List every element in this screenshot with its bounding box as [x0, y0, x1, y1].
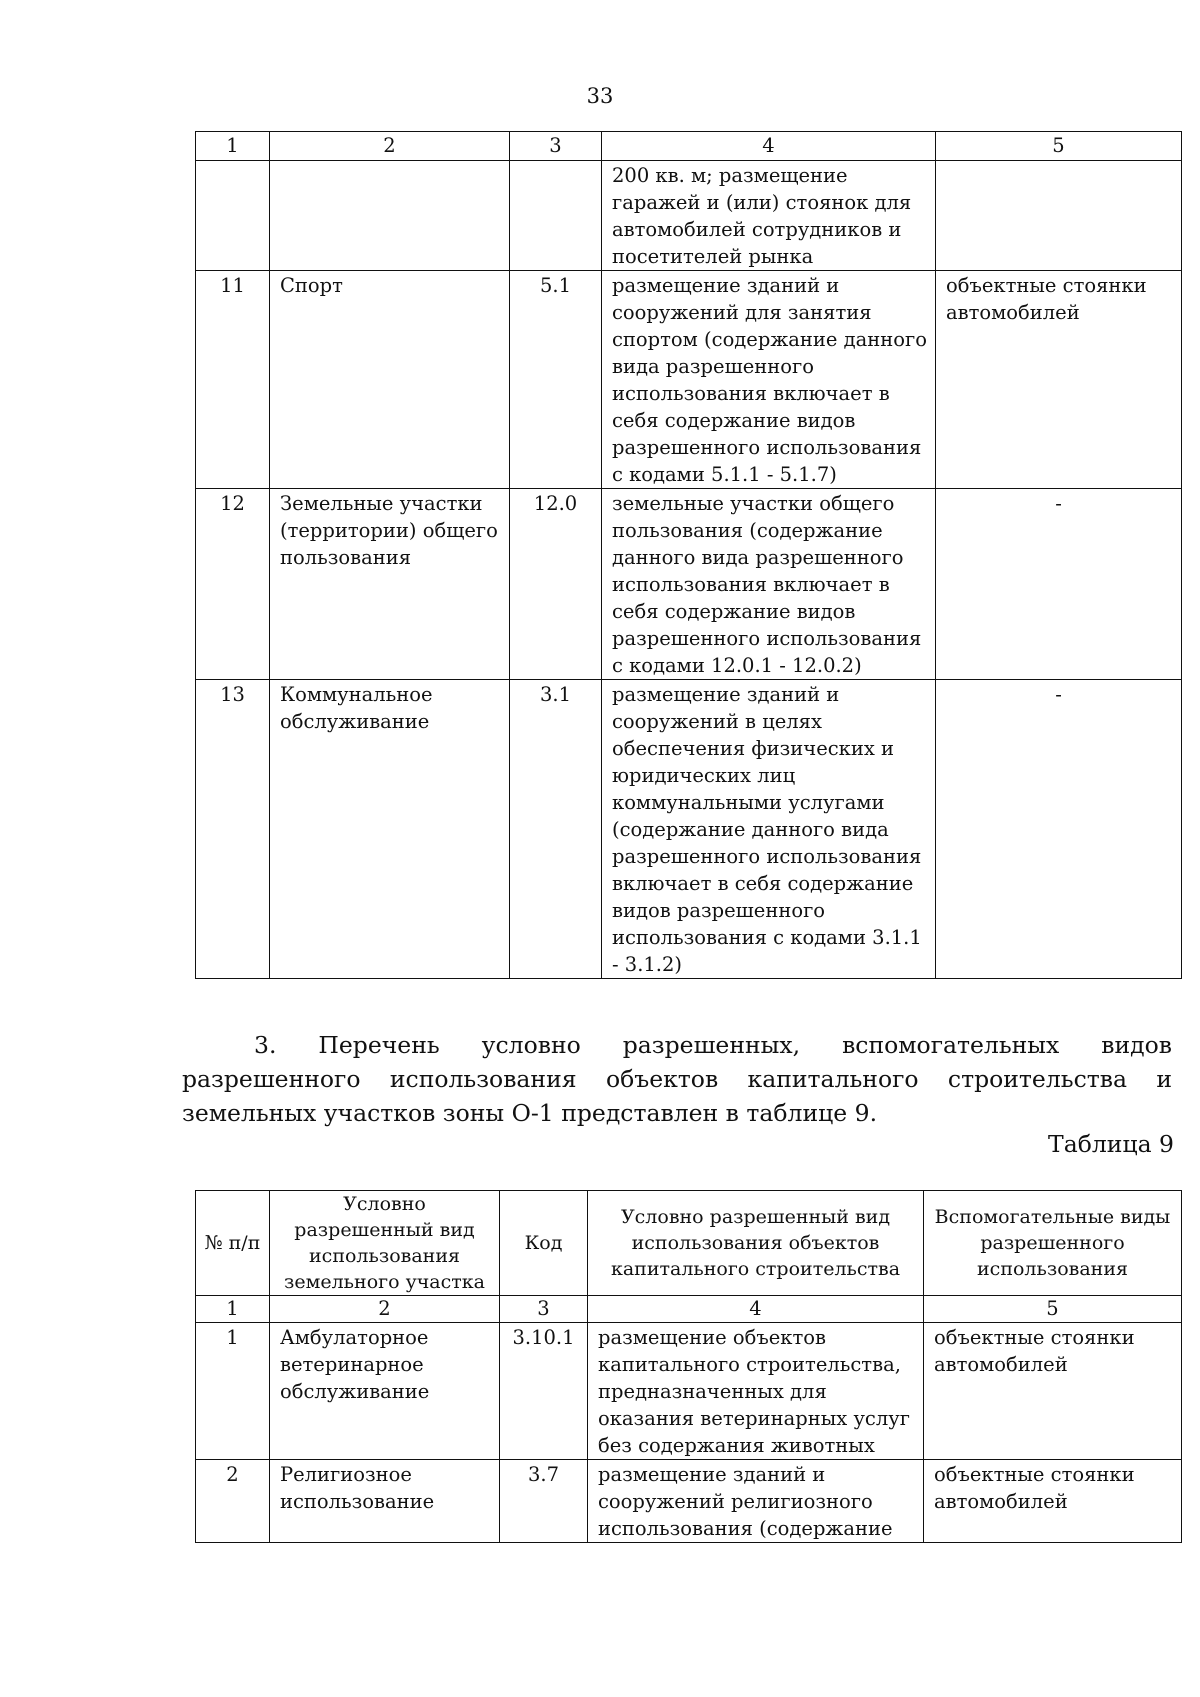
- column-number: 1: [196, 1296, 270, 1323]
- use-name: Религиозное использование: [270, 1460, 500, 1543]
- use-name: Земельные участки (территории) общего пользования: [270, 489, 510, 680]
- auxiliary-use: -: [936, 489, 1182, 680]
- use-code: 3.10.1: [500, 1323, 588, 1460]
- column-number-row: [196, 1296, 1182, 1323]
- use-description: размещение зданий и сооружений для занятия спортом (содержание данного вида разрешенного использования включает в себя содержание видов разрешенного использования с кодами 5.1.1 - 5.1.7): [602, 271, 936, 489]
- column-number: 3: [500, 1296, 588, 1323]
- header-land-use: Условно разрешенный вид использования земельного участка: [270, 1191, 500, 1296]
- row-number: 2: [196, 1460, 270, 1543]
- table-row: [196, 489, 1182, 680]
- use-name: Коммунальное обслуживание: [270, 680, 510, 979]
- header-code: Код: [500, 1191, 588, 1296]
- auxiliary-use: -: [936, 680, 1182, 979]
- row-number: 1: [196, 1323, 270, 1460]
- header-num: № п/п: [196, 1191, 270, 1296]
- column-number: 5: [924, 1296, 1182, 1323]
- column-number: 2: [270, 1296, 500, 1323]
- column-number: 2: [270, 132, 510, 161]
- column-number: 1: [196, 132, 270, 161]
- column-number: 5: [936, 132, 1182, 161]
- use-description: размещение зданий и сооружений религиозного использования (содержание: [588, 1460, 924, 1543]
- row-number: 11: [196, 271, 270, 489]
- use-description: 200 кв. м; размещение гаражей и (или) стоянок для автомобилей сотрудников и посетителей рынка: [602, 161, 936, 271]
- column-number: 3: [510, 132, 602, 161]
- use-name: Амбулаторное ветеринарное обслуживание: [270, 1323, 500, 1460]
- use-code: 5.1: [510, 271, 602, 489]
- use-code: 3.7: [500, 1460, 588, 1543]
- row-number: [196, 161, 270, 271]
- use-description: размещение объектов капитального строительства, предназначенных для оказания ветеринарных услуг без содержания животных: [588, 1323, 924, 1460]
- table-row: [196, 1323, 1182, 1460]
- table-caption: Таблица 9: [1048, 1130, 1174, 1158]
- auxiliary-use: [936, 161, 1182, 271]
- column-number: 4: [588, 1296, 924, 1323]
- table-row: [196, 680, 1182, 979]
- header-auxiliary: Вспомогательные виды разрешенного использования: [924, 1191, 1182, 1296]
- use-description: размещение зданий и сооружений в целях обеспечения физических и юридических лиц коммунальными услугами (содержание данного вида разрешенного использования включает в себя содержание видов разрешенного использования с кодами 3.1.1 - 3.1.2): [602, 680, 936, 979]
- table-row: [196, 1460, 1182, 1543]
- use-code: 3.1: [510, 680, 602, 979]
- use-name: Спорт: [270, 271, 510, 489]
- auxiliary-use: объектные стоянки автомобилей: [924, 1323, 1182, 1460]
- use-name: [270, 161, 510, 271]
- land-use-table-continued: [195, 131, 1182, 979]
- table-header-row: [196, 1191, 1182, 1296]
- use-code: [510, 161, 602, 271]
- column-number: 4: [602, 132, 936, 161]
- auxiliary-use: объектные стоянки автомобилей: [924, 1460, 1182, 1543]
- table-9: [195, 1190, 1182, 1543]
- page-number: 33: [586, 84, 614, 108]
- use-description: земельные участки общего пользования (содержание данного вида разрешенного использования включает в себя содержание видов разрешенного использования с кодами 12.0.1 - 12.0.2): [602, 489, 936, 680]
- column-number-row: [196, 132, 1182, 161]
- use-code: 12.0: [510, 489, 602, 680]
- row-number: 13: [196, 680, 270, 979]
- auxiliary-use: объектные стоянки автомобилей: [936, 271, 1182, 489]
- table-row: [196, 161, 1182, 271]
- table-row: [196, 271, 1182, 489]
- section-paragraph: 3. Перечень условно разрешенных, вспомогательных видов разрешенного использования объектов капитального строительства и земельных участков зоны О-1 представлен в таблице 9.: [182, 1031, 1172, 1127]
- row-number: 12: [196, 489, 270, 680]
- header-construction-use: Условно разрешенный вид использования объектов капитального строительства: [588, 1191, 924, 1296]
